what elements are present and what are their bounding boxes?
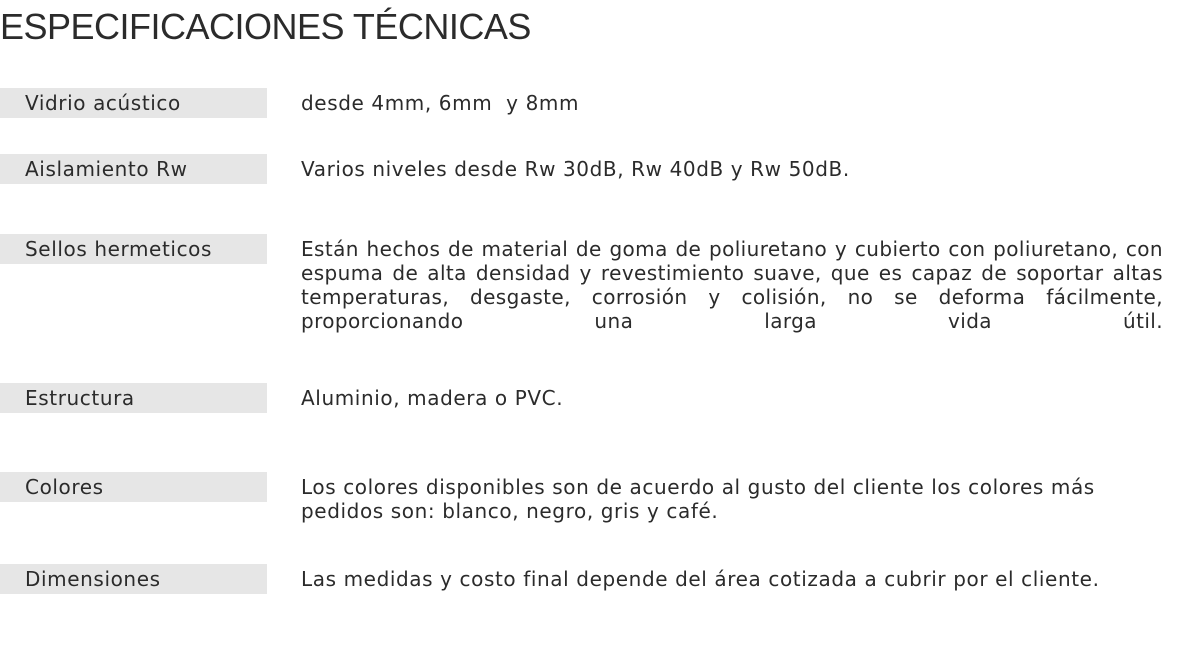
spec-label: Dimensiones (0, 564, 267, 594)
spec-value: Las medidas y costo final depende del área cotizada a cubrir por el cliente. (301, 567, 1100, 591)
spec-label: Colores (0, 472, 267, 502)
spec-label: Sellos hermeticos (0, 234, 267, 264)
spec-value: Los colores disponibles son de acuerdo al gusto del cliente los colores más pedidos son: blanco, negro, gris y café. (301, 475, 1102, 523)
page-title: ESPECIFICACIONES TÉCNICAS (0, 6, 531, 47)
spec-value: Están hechos de material de goma de poliuretano y cubierto con poliuretano, con espuma de alta densidad y revestimiento suave, que es capaz de soportar altas temperaturas, desgaste, corrosión y colisión, no se deforma fácilmente, proporcionando una larga vida útil. (301, 237, 1170, 333)
spec-value: desde 4mm, 6mm y 8mm (301, 91, 580, 115)
spec-value: Aluminio, madera o PVC. (301, 386, 564, 410)
spec-label: Aislamiento Rw (0, 154, 267, 184)
spec-label: Vidrio acústico (0, 88, 267, 118)
spec-label: Estructura (0, 383, 267, 413)
spec-value: Varios niveles desde Rw 30dB, Rw 40dB y Rw 50dB. (301, 157, 850, 181)
